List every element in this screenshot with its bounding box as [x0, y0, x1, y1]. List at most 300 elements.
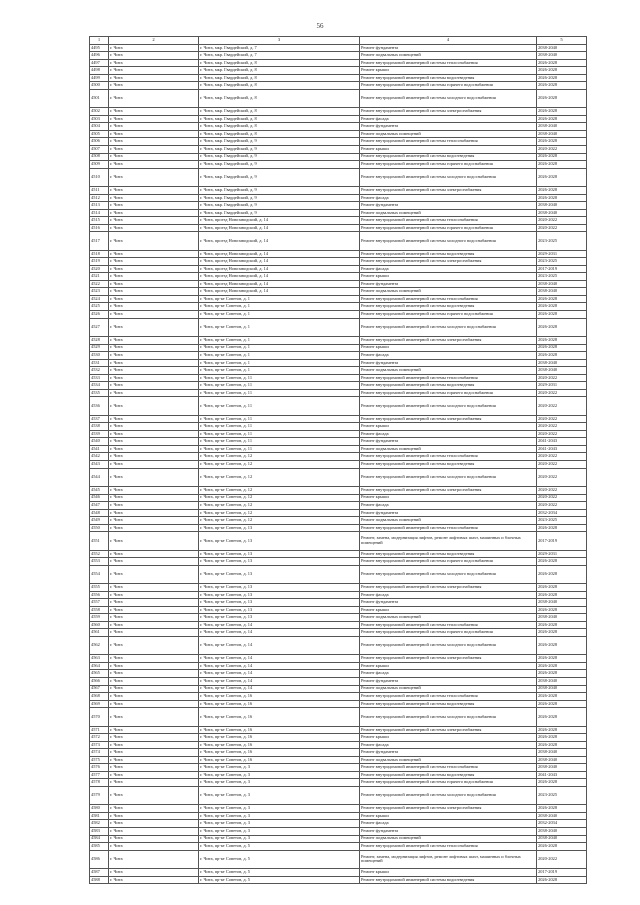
- municipality-cell: г. Чита: [109, 550, 199, 558]
- municipality-cell: г. Чита: [109, 558, 199, 566]
- row-number-cell: 4539: [90, 430, 109, 438]
- table-row: [90, 670, 587, 678]
- period-cell: 2029-2031: [537, 550, 587, 558]
- table-row: [90, 273, 587, 281]
- work-type-cell: Ремонт крыши: [360, 812, 537, 820]
- address-cell: г. Чита, проезд Новозаводский, д. 14: [199, 265, 360, 273]
- period-cell: 2026-2028: [537, 621, 587, 629]
- column-header-5: 5: [537, 37, 587, 45]
- period-cell: 2029-2031: [537, 250, 587, 258]
- row-number-cell: 4509: [90, 161, 109, 169]
- address-cell: г. Чита, пр-кт Советов, д. 14: [199, 685, 360, 693]
- table-row: [90, 82, 587, 90]
- address-cell: г. Чита, пр-кт Советов, д. 16: [199, 726, 360, 734]
- row-number-cell: 4517: [90, 232, 109, 250]
- municipality-cell: г. Чита: [109, 382, 199, 390]
- address-cell: г. Чита, пр-кт Советов, д. 11: [199, 397, 360, 415]
- table-row: [90, 145, 587, 153]
- municipality-cell: г. Чита: [109, 614, 199, 622]
- period-cell: 2032-2034: [537, 509, 587, 517]
- period-cell: 2026-2028: [537, 82, 587, 90]
- column-header-1: 1: [90, 37, 109, 45]
- work-type-cell: Ремонт фасада: [360, 352, 537, 360]
- address-cell: г. Чита, проезд Новозаводский, д. 14: [199, 232, 360, 250]
- address-cell: г. Чита, пр-кт Советов, д. 12: [199, 461, 360, 469]
- address-cell: г. Чита, мкр. Гвардейский, д. 9: [199, 186, 360, 194]
- period-cell: 2026-2028: [537, 524, 587, 532]
- work-type-cell: Ремонт крыши: [360, 868, 537, 876]
- row-number-cell: 4497: [90, 59, 109, 67]
- work-type-cell: Ремонт внутридомовой инженерной системы холодного водоснабжения: [360, 636, 537, 654]
- municipality-cell: г. Чита: [109, 273, 199, 281]
- row-number-cell: 4573: [90, 741, 109, 749]
- work-type-cell: Ремонт фундамента: [360, 123, 537, 131]
- municipality-cell: г. Чита: [109, 677, 199, 685]
- period-cell: 2026-2028: [537, 558, 587, 566]
- municipality-cell: г. Чита: [109, 445, 199, 453]
- period-cell: 2038-2040: [537, 756, 587, 764]
- period-cell: 2023-2025: [537, 517, 587, 525]
- period-cell: 2026-2028: [537, 352, 587, 360]
- work-type-cell: Ремонт крыши: [360, 734, 537, 742]
- row-number-cell: 4516: [90, 224, 109, 232]
- address-cell: г. Чита, пр-кт Советов, д. 11: [199, 374, 360, 382]
- work-type-cell: Ремонт внутридомовой инженерной системы электроснабжения: [360, 805, 537, 813]
- table-row: [90, 280, 587, 288]
- period-cell: 2017-2019: [537, 868, 587, 876]
- table-row: [90, 445, 587, 453]
- municipality-cell: г. Чита: [109, 224, 199, 232]
- municipality-cell: г. Чита: [109, 295, 199, 303]
- table-row: [90, 614, 587, 622]
- municipality-cell: г. Чита: [109, 843, 199, 851]
- table-row: [90, 876, 587, 884]
- work-type-cell: Ремонт фасада: [360, 430, 537, 438]
- period-cell: 2038-2040: [537, 280, 587, 288]
- work-type-cell: Ремонт внутридомовой инженерной системы теплоснабжения: [360, 453, 537, 461]
- address-cell: г. Чита, пр-кт Советов, д. 1: [199, 295, 360, 303]
- municipality-cell: г. Чита: [109, 868, 199, 876]
- table-row: [90, 186, 587, 194]
- period-cell: 2026-2028: [537, 115, 587, 123]
- period-cell: 2026-2028: [537, 726, 587, 734]
- municipality-cell: г. Чита: [109, 74, 199, 82]
- work-type-cell: Ремонт фасада: [360, 265, 537, 273]
- row-number-cell: 4520: [90, 265, 109, 273]
- table-row: [90, 202, 587, 210]
- period-cell: 2038-2040: [537, 209, 587, 217]
- work-type-cell: Ремонт фундамента: [360, 509, 537, 517]
- period-cell: 2026-2028: [537, 318, 587, 336]
- work-type-cell: Ремонт внутридомовой инженерной системы горячего водоснабжения: [360, 779, 537, 787]
- municipality-cell: г. Чита: [109, 336, 199, 344]
- work-type-cell: Ремонт подвальных помещений: [360, 130, 537, 138]
- period-cell: 2026-2028: [537, 186, 587, 194]
- municipality-cell: г. Чита: [109, 749, 199, 757]
- work-type-cell: Ремонт внутридомовой инженерной системы холодного водоснабжения: [360, 397, 537, 415]
- table-row: [90, 741, 587, 749]
- address-cell: г. Чита, пр-кт Советов, д. 16: [199, 700, 360, 708]
- row-number-cell: 4558: [90, 606, 109, 614]
- row-number-cell: 4542: [90, 453, 109, 461]
- address-cell: г. Чита, мкр. Гвардейский, д. 8: [199, 123, 360, 131]
- work-type-cell: Ремонт, замена, модернизация лифтов, ремонт лифтовых шахт, машинных и блочных помещений: [360, 850, 537, 868]
- address-cell: г. Чита, мкр. Гвардейский, д. 8: [199, 130, 360, 138]
- work-type-cell: Ремонт фундамента: [360, 677, 537, 685]
- address-cell: г. Чита, пр-кт Советов, д. 13: [199, 524, 360, 532]
- table-row: [90, 494, 587, 502]
- row-number-cell: 4526: [90, 311, 109, 319]
- period-cell: 2026-2028: [537, 59, 587, 67]
- work-type-cell: Ремонт внутридомовой инженерной системы электроснабжения: [360, 486, 537, 494]
- work-type-cell: Ремонт внутридомовой инженерной системы горячего водоснабжения: [360, 224, 537, 232]
- row-number-cell: 4560: [90, 621, 109, 629]
- row-number-cell: 4581: [90, 812, 109, 820]
- work-type-cell: Ремонт фундамента: [360, 44, 537, 52]
- table-row: [90, 599, 587, 607]
- period-cell: 2026-2028: [537, 153, 587, 161]
- work-type-cell: Ремонт внутридомовой инженерной системы горячего водоснабжения: [360, 629, 537, 637]
- period-cell: 2038-2040: [537, 749, 587, 757]
- row-number-cell: 4576: [90, 764, 109, 772]
- municipality-cell: г. Чита: [109, 486, 199, 494]
- municipality-cell: г. Чита: [109, 468, 199, 486]
- table-row: [90, 708, 587, 726]
- municipality-cell: г. Чита: [109, 168, 199, 186]
- work-type-cell: Ремонт внутридомовой инженерной системы водоотведения: [360, 382, 537, 390]
- municipality-cell: г. Чита: [109, 344, 199, 352]
- work-type-cell: Ремонт крыши: [360, 423, 537, 431]
- row-number-cell: 4527: [90, 318, 109, 336]
- municipality-cell: г. Чита: [109, 636, 199, 654]
- work-type-cell: Ремонт внутридомовой инженерной системы холодного водоснабжения: [360, 318, 537, 336]
- address-cell: г. Чита, пр-кт Советов, д. 13: [199, 599, 360, 607]
- municipality-cell: г. Чита: [109, 655, 199, 663]
- address-cell: г. Чита, пр-кт Советов, д. 3: [199, 771, 360, 779]
- period-cell: 2038-2040: [537, 599, 587, 607]
- table-row: [90, 850, 587, 868]
- municipality-cell: г. Чита: [109, 430, 199, 438]
- work-type-cell: Ремонт внутридомовой инженерной системы теплоснабжения: [360, 524, 537, 532]
- table-row: [90, 517, 587, 525]
- period-cell: 2032-2034: [537, 820, 587, 828]
- municipality-cell: г. Чита: [109, 397, 199, 415]
- period-cell: 2038-2040: [537, 827, 587, 835]
- municipality-cell: г. Чита: [109, 524, 199, 532]
- table-row: [90, 352, 587, 360]
- table-row: [90, 318, 587, 336]
- row-number-cell: 4547: [90, 502, 109, 510]
- municipality-cell: г. Чита: [109, 59, 199, 67]
- work-type-cell: Ремонт подвальных помещений: [360, 209, 537, 217]
- work-type-cell: Ремонт внутридомовой инженерной системы электроснабжения: [360, 655, 537, 663]
- row-number-cell: 4538: [90, 423, 109, 431]
- address-cell: г. Чита, пр-кт Советов, д. 11: [199, 423, 360, 431]
- address-cell: г. Чита, пр-кт Советов, д. 16: [199, 693, 360, 701]
- row-number-cell: 4510: [90, 168, 109, 186]
- municipality-cell: г. Чита: [109, 44, 199, 52]
- period-cell: 2026-2028: [537, 606, 587, 614]
- period-cell: 2023-2025: [537, 258, 587, 266]
- municipality-cell: г. Чита: [109, 145, 199, 153]
- address-cell: г. Чита, мкр. Гвардейский, д. 9: [199, 168, 360, 186]
- row-number-cell: 4565: [90, 670, 109, 678]
- municipality-cell: г. Чита: [109, 771, 199, 779]
- table-row: [90, 344, 587, 352]
- period-cell: 2020-2022: [537, 494, 587, 502]
- row-number-cell: 4586: [90, 850, 109, 868]
- table-row: [90, 130, 587, 138]
- row-number-cell: 4567: [90, 685, 109, 693]
- row-number-cell: 4529: [90, 344, 109, 352]
- period-cell: 2041-2043: [537, 445, 587, 453]
- table-row: [90, 423, 587, 431]
- work-type-cell: Ремонт внутридомовой инженерной системы электроснабжения: [360, 186, 537, 194]
- table-row: [90, 415, 587, 423]
- table-row: [90, 771, 587, 779]
- address-cell: г. Чита, пр-кт Советов, д. 1: [199, 311, 360, 319]
- address-cell: г. Чита, пр-кт Советов, д. 3: [199, 805, 360, 813]
- row-number-cell: 4515: [90, 217, 109, 225]
- row-number-cell: 4582: [90, 820, 109, 828]
- row-number-cell: 4584: [90, 835, 109, 843]
- table-row: [90, 232, 587, 250]
- period-cell: 2026-2028: [537, 89, 587, 107]
- address-cell: г. Чита, мкр. Гвардейский, д. 8: [199, 82, 360, 90]
- address-cell: г. Чита, пр-кт Советов, д. 14: [199, 677, 360, 685]
- address-cell: г. Чита, пр-кт Советов, д. 16: [199, 708, 360, 726]
- address-cell: г. Чита, пр-кт Советов, д. 11: [199, 430, 360, 438]
- work-type-cell: Ремонт подвальных помещений: [360, 517, 537, 525]
- repair-schedule-table: [89, 36, 587, 884]
- address-cell: г. Чита, мкр. Гвардейский, д. 8: [199, 67, 360, 75]
- work-type-cell: Ремонт фасада: [360, 820, 537, 828]
- address-cell: г. Чита, пр-кт Советов, д. 3: [199, 786, 360, 804]
- municipality-cell: г. Чита: [109, 621, 199, 629]
- municipality-cell: г. Чита: [109, 786, 199, 804]
- table-row: [90, 700, 587, 708]
- row-number-cell: 4498: [90, 67, 109, 75]
- period-cell: 2038-2040: [537, 614, 587, 622]
- period-cell: 2038-2040: [537, 52, 587, 60]
- municipality-cell: г. Чита: [109, 629, 199, 637]
- address-cell: г. Чита, пр-кт Советов, д. 3: [199, 764, 360, 772]
- address-cell: г. Чита, пр-кт Советов, д. 12: [199, 486, 360, 494]
- address-cell: г. Чита, проезд Новозаводский, д. 14: [199, 280, 360, 288]
- table-row: [90, 336, 587, 344]
- table-row: [90, 509, 587, 517]
- period-cell: 2038-2040: [537, 130, 587, 138]
- work-type-cell: Ремонт фундамента: [360, 599, 537, 607]
- row-number-cell: 4524: [90, 295, 109, 303]
- work-type-cell: Ремонт внутридомовой инженерной системы теплоснабжения: [360, 374, 537, 382]
- work-type-cell: Ремонт внутридомовой инженерной системы теплоснабжения: [360, 217, 537, 225]
- period-cell: 2026-2028: [537, 295, 587, 303]
- table-row: [90, 524, 587, 532]
- row-number-cell: 4503: [90, 115, 109, 123]
- period-cell: 2026-2028: [537, 843, 587, 851]
- row-number-cell: 4506: [90, 138, 109, 146]
- row-number-cell: 4504: [90, 123, 109, 131]
- address-cell: г. Чита, пр-кт Советов, д. 3: [199, 835, 360, 843]
- address-cell: г. Чита, пр-кт Советов, д. 1: [199, 352, 360, 360]
- work-type-cell: Ремонт подвальных помещений: [360, 835, 537, 843]
- work-type-cell: Ремонт внутридомовой инженерной системы теплоснабжения: [360, 764, 537, 772]
- address-cell: г. Чита, пр-кт Советов, д. 13: [199, 550, 360, 558]
- row-number-cell: 4505: [90, 130, 109, 138]
- address-cell: г. Чита, мкр. Гвардейский, д. 8: [199, 115, 360, 123]
- address-cell: г. Чита, пр-кт Советов, д. 16: [199, 749, 360, 757]
- period-cell: 2026-2028: [537, 336, 587, 344]
- address-cell: г. Чита, мкр. Гвардейский, д. 8: [199, 108, 360, 116]
- work-type-cell: Ремонт, замена, модернизация лифтов, ремонт лифтовых шахт, машинных и блочных помещений: [360, 532, 537, 550]
- table-row: [90, 636, 587, 654]
- municipality-cell: г. Чита: [109, 494, 199, 502]
- period-cell: 2041-2043: [537, 438, 587, 446]
- row-number-cell: 4559: [90, 614, 109, 622]
- work-type-cell: Ремонт подвальных помещений: [360, 685, 537, 693]
- municipality-cell: г. Чита: [109, 606, 199, 614]
- table-row: [90, 805, 587, 813]
- table-row: [90, 779, 587, 787]
- work-type-cell: Ремонт подвальных помещений: [360, 288, 537, 296]
- address-cell: г. Чита, пр-кт Советов, д. 1: [199, 303, 360, 311]
- period-cell: 2026-2028: [537, 303, 587, 311]
- period-cell: 2026-2028: [537, 741, 587, 749]
- municipality-cell: г. Чита: [109, 835, 199, 843]
- municipality-cell: г. Чита: [109, 359, 199, 367]
- work-type-cell: Ремонт внутридомовой инженерной системы водоотведения: [360, 550, 537, 558]
- table-row: [90, 693, 587, 701]
- municipality-cell: г. Чита: [109, 876, 199, 884]
- period-cell: 2026-2028: [537, 805, 587, 813]
- address-cell: г. Чита, пр-кт Советов, д. 14: [199, 655, 360, 663]
- row-number-cell: 4525: [90, 303, 109, 311]
- table-row: [90, 591, 587, 599]
- address-cell: г. Чита, мкр. Гвардейский, д. 9: [199, 202, 360, 210]
- row-number-cell: 4508: [90, 153, 109, 161]
- address-cell: г. Чита, пр-кт Советов, д. 12: [199, 494, 360, 502]
- period-cell: 2026-2028: [537, 591, 587, 599]
- work-type-cell: Ремонт внутридомовой инженерной системы водоотведения: [360, 771, 537, 779]
- row-number-cell: 4551: [90, 532, 109, 550]
- table-row: [90, 629, 587, 637]
- work-type-cell: Ремонт фасада: [360, 741, 537, 749]
- table-row: [90, 726, 587, 734]
- address-cell: г. Чита, мкр. Гвардейский, д. 7: [199, 44, 360, 52]
- row-number-cell: 4570: [90, 708, 109, 726]
- row-number-cell: 4572: [90, 734, 109, 742]
- table-row: [90, 217, 587, 225]
- municipality-cell: г. Чита: [109, 258, 199, 266]
- municipality-cell: г. Чита: [109, 662, 199, 670]
- municipality-cell: г. Чита: [109, 153, 199, 161]
- address-cell: г. Чита, проезд Новозаводский, д. 14: [199, 288, 360, 296]
- address-cell: г. Чита, пр-кт Советов, д. 13: [199, 565, 360, 583]
- address-cell: г. Чита, мкр. Гвардейский, д. 7: [199, 52, 360, 60]
- row-number-cell: 4546: [90, 494, 109, 502]
- table-row: [90, 374, 587, 382]
- table-row: [90, 461, 587, 469]
- work-type-cell: Ремонт внутридомовой инженерной системы горячего водоснабжения: [360, 82, 537, 90]
- table-row: [90, 250, 587, 258]
- municipality-cell: г. Чита: [109, 708, 199, 726]
- table-row: [90, 468, 587, 486]
- work-type-cell: Ремонт крыши: [360, 273, 537, 281]
- municipality-cell: г. Чита: [109, 280, 199, 288]
- work-type-cell: Ремонт внутридомовой инженерной системы горячего водоснабжения: [360, 161, 537, 169]
- work-type-cell: Ремонт фундамента: [360, 280, 537, 288]
- address-cell: г. Чита, пр-кт Советов, д. 3: [199, 779, 360, 787]
- row-number-cell: 4532: [90, 367, 109, 375]
- table-row: [90, 685, 587, 693]
- work-type-cell: Ремонт внутридомовой инженерной системы холодного водоснабжения: [360, 468, 537, 486]
- period-cell: 2020-2022: [537, 423, 587, 431]
- work-type-cell: Ремонт фундамента: [360, 438, 537, 446]
- row-number-cell: 4552: [90, 550, 109, 558]
- table-row: [90, 827, 587, 835]
- work-type-cell: Ремонт внутридомовой инженерной системы холодного водоснабжения: [360, 168, 537, 186]
- table-row: [90, 389, 587, 397]
- address-cell: г. Чита, пр-кт Советов, д. 11: [199, 438, 360, 446]
- work-type-cell: Ремонт крыши: [360, 494, 537, 502]
- address-cell: г. Чита, пр-кт Советов, д. 16: [199, 734, 360, 742]
- period-cell: 2026-2028: [537, 708, 587, 726]
- address-cell: г. Чита, пр-кт Советов, д. 11: [199, 389, 360, 397]
- work-type-cell: Ремонт внутридомовой инженерной системы горячего водоснабжения: [360, 311, 537, 319]
- municipality-cell: г. Чита: [109, 186, 199, 194]
- address-cell: г. Чита, мкр. Гвардейский, д. 9: [199, 153, 360, 161]
- address-cell: г. Чита, пр-кт Советов, д. 3: [199, 812, 360, 820]
- address-cell: г. Чита, пр-кт Советов, д. 13: [199, 614, 360, 622]
- address-cell: г. Чита, мкр. Гвардейский, д. 8: [199, 59, 360, 67]
- period-cell: 2020-2022: [537, 389, 587, 397]
- municipality-cell: г. Чита: [109, 123, 199, 131]
- table-row: [90, 438, 587, 446]
- municipality-cell: г. Чита: [109, 779, 199, 787]
- row-number-cell: 4519: [90, 258, 109, 266]
- municipality-cell: г. Чита: [109, 415, 199, 423]
- address-cell: г. Чита, пр-кт Советов, д. 11: [199, 382, 360, 390]
- row-number-cell: 4554: [90, 565, 109, 583]
- work-type-cell: Ремонт внутридомовой инженерной системы водоотведения: [360, 303, 537, 311]
- table-row: [90, 288, 587, 296]
- row-number-cell: 4501: [90, 89, 109, 107]
- table-row: [90, 359, 587, 367]
- table-row: [90, 168, 587, 186]
- address-cell: г. Чита, пр-кт Советов, д. 14: [199, 621, 360, 629]
- address-cell: г. Чита, проезд Новозаводский, д. 14: [199, 224, 360, 232]
- table-row: [90, 367, 587, 375]
- work-type-cell: Ремонт фундамента: [360, 359, 537, 367]
- row-number-cell: 4578: [90, 779, 109, 787]
- table-row: [90, 153, 587, 161]
- row-number-cell: 4507: [90, 145, 109, 153]
- municipality-cell: г. Чита: [109, 670, 199, 678]
- municipality-cell: г. Чита: [109, 741, 199, 749]
- row-number-cell: 4502: [90, 108, 109, 116]
- period-cell: 2026-2028: [537, 655, 587, 663]
- table-row: [90, 108, 587, 116]
- work-type-cell: Ремонт фасада: [360, 115, 537, 123]
- municipality-cell: г. Чита: [109, 265, 199, 273]
- table-row: [90, 161, 587, 169]
- period-cell: 2041-2043: [537, 771, 587, 779]
- address-cell: г. Чита, пр-кт Советов, д. 1: [199, 336, 360, 344]
- row-number-cell: 4530: [90, 352, 109, 360]
- table-row: [90, 764, 587, 772]
- work-type-cell: Ремонт внутридомовой инженерной системы холодного водоснабжения: [360, 232, 537, 250]
